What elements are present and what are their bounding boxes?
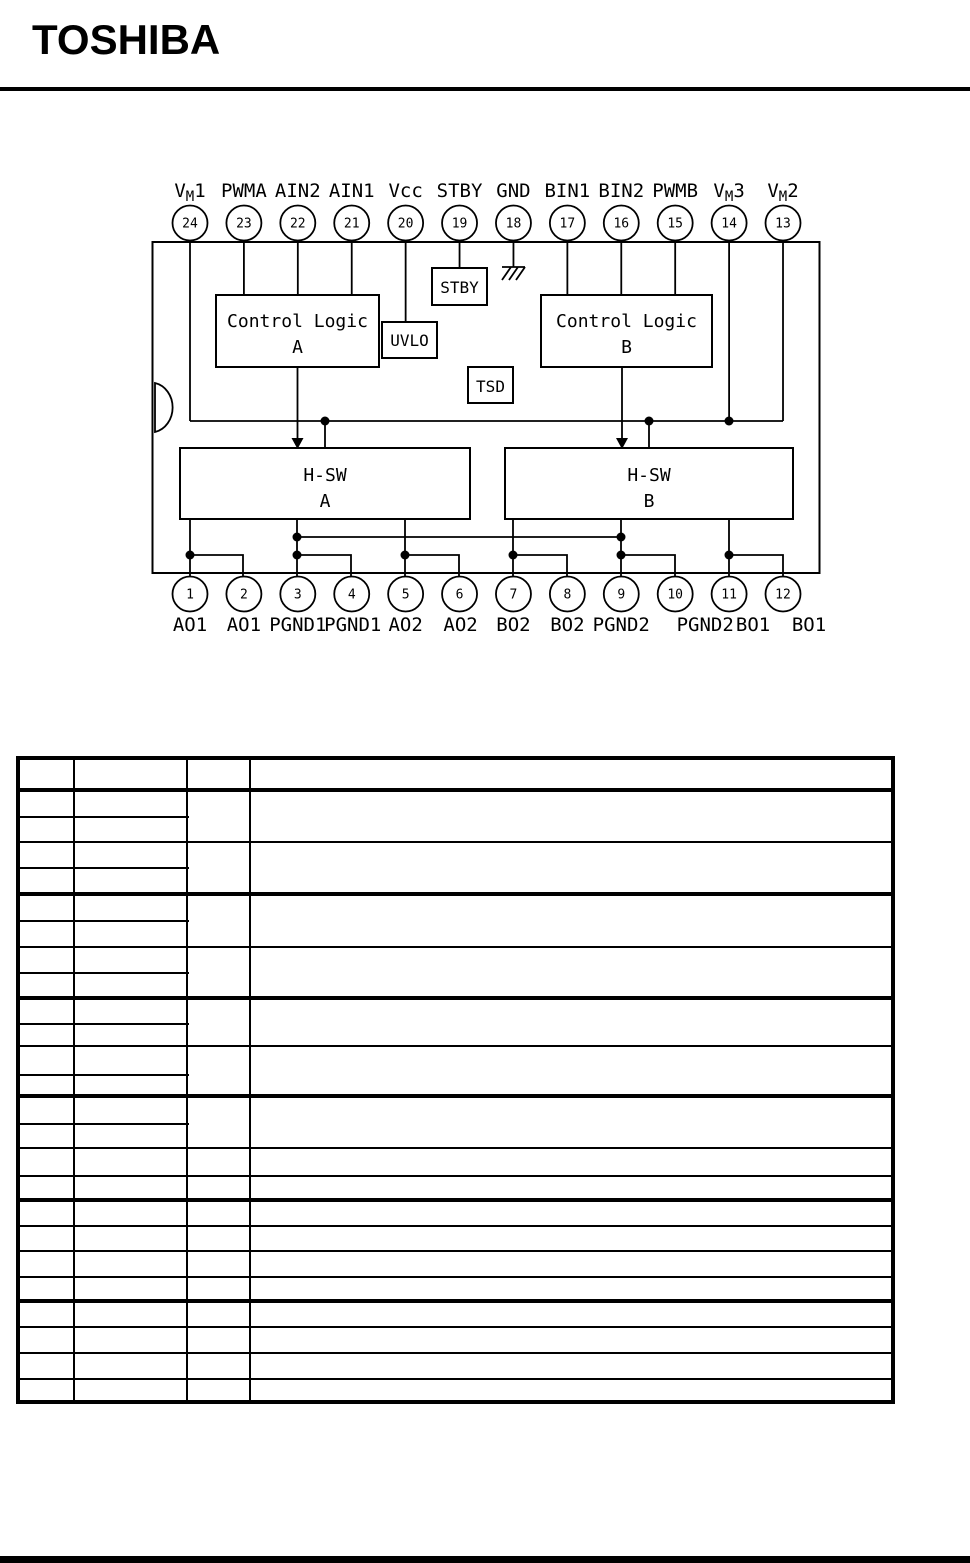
pin-number: 4 <box>347 587 356 603</box>
control-logic-b-label: Control Logic <box>556 311 697 332</box>
junction-dot <box>725 551 734 560</box>
table-hline <box>16 972 189 974</box>
table-vline <box>73 756 75 1404</box>
pin-label: BO2 <box>550 614 585 636</box>
pin-label: BO2 <box>496 614 531 636</box>
pin1-notch-icon <box>155 383 173 432</box>
ic-block-diagram <box>0 0 970 660</box>
hsw-a-sublabel: A <box>319 491 331 512</box>
pin-label: PGND2 <box>592 614 650 636</box>
pin-label: AO2 <box>388 614 423 636</box>
table-hline <box>16 1074 189 1076</box>
ground-icon <box>502 267 525 280</box>
pin-number: 23 <box>236 216 252 232</box>
pin-label: $V_M2$ <box>767 180 799 205</box>
table-hline <box>16 867 189 869</box>
footer-rule <box>0 1556 970 1563</box>
table-hline <box>16 892 895 896</box>
junction-dot <box>293 551 302 560</box>
hsw-b-label: H-SW <box>627 465 671 486</box>
pin-label: BO1 <box>791 614 827 636</box>
table-hline <box>16 788 895 792</box>
pin-number: 13 <box>775 216 791 232</box>
table-hline <box>16 1326 895 1328</box>
tsd-label: TSD <box>476 377 505 396</box>
pin-number: 8 <box>563 587 572 603</box>
pin-number: 2 <box>239 587 248 603</box>
pin-label: GND <box>496 180 531 202</box>
table-hline <box>16 1045 895 1047</box>
pin-number: 24 <box>182 216 198 232</box>
toshiba-logo: TOSHIBA <box>32 16 221 63</box>
pin-label: PGND1 <box>269 614 327 636</box>
table-hline <box>16 1175 895 1177</box>
pin-label: BO1 <box>735 614 771 636</box>
pin-number: 22 <box>289 216 306 232</box>
hsw-a-label: H-SW <box>303 465 347 486</box>
pin-number: 3 <box>293 587 302 603</box>
table-hline <box>16 996 895 1000</box>
table-vline <box>249 756 251 1404</box>
hsw-b-sublabel: B <box>643 491 655 512</box>
table-hline <box>16 1198 895 1202</box>
pin-label: BIN1 <box>544 180 591 202</box>
pin-number: 1 <box>186 587 194 603</box>
uvlo-label: UVLO <box>390 331 429 350</box>
table-hline <box>16 816 189 818</box>
pin-number: 11 <box>721 587 737 603</box>
junction-dot <box>509 551 518 560</box>
table-hline <box>16 1147 895 1149</box>
table-hline <box>16 1276 895 1278</box>
control-logic-a-label: Control Logic <box>227 311 368 332</box>
junction-dots <box>186 417 734 560</box>
junction-dot <box>617 551 626 560</box>
junction-dot <box>293 533 302 542</box>
pin-number: 7 <box>509 587 518 603</box>
pin-number: 16 <box>613 216 630 232</box>
pin-label: PGND1 <box>324 614 382 636</box>
control-logic-b-sublabel: B <box>621 337 632 358</box>
pin-number: 17 <box>559 216 576 232</box>
stby-label: STBY <box>440 278 479 297</box>
pin-label: $V_M3$ <box>713 180 745 205</box>
pin-label: PWMA <box>221 180 267 202</box>
junction-dot <box>186 551 195 560</box>
table-hline <box>16 946 895 948</box>
junction-dot <box>321 417 330 426</box>
pin-label: STBY <box>436 180 483 202</box>
pin-number: 12 <box>775 587 791 603</box>
pin-number: 9 <box>617 587 626 603</box>
control-logic-a-sublabel: A <box>292 337 303 358</box>
table-hline <box>16 1352 895 1354</box>
pin-number: 19 <box>451 216 468 232</box>
pin-label: Vcc <box>388 180 423 202</box>
table-vline <box>186 756 188 1404</box>
pin-label: AIN2 <box>274 180 321 202</box>
pin-number: 15 <box>667 216 684 232</box>
pin-number: 18 <box>505 216 522 232</box>
pin-label: AO1 <box>226 614 262 636</box>
pin-label: PWMB <box>652 180 699 202</box>
junction-dot <box>645 417 654 426</box>
table-hline <box>16 1023 189 1025</box>
table-hline <box>16 1378 895 1380</box>
wiring-path <box>190 367 783 576</box>
pin-number: 5 <box>401 587 410 603</box>
pin-label: PGND2 <box>676 614 734 636</box>
pin-label: $V_M1$ <box>174 180 206 205</box>
table-hline <box>16 1123 189 1125</box>
pin-number: 20 <box>397 216 414 232</box>
pin-label: AO2 <box>443 614 478 636</box>
table-hline <box>16 1400 895 1404</box>
table-hline <box>16 920 189 922</box>
table-hline <box>16 1250 895 1252</box>
pin-number: 21 <box>343 216 360 232</box>
table-vline <box>891 756 895 1404</box>
junction-dot <box>401 551 410 560</box>
table-hline <box>16 1225 895 1227</box>
table-hline <box>16 841 895 843</box>
pin-number: 10 <box>667 587 684 603</box>
pin-number: 6 <box>455 587 464 603</box>
pin-label: AO1 <box>172 614 208 636</box>
table-hline <box>16 1299 895 1303</box>
pin-number: 14 <box>721 216 737 232</box>
pin-label: AIN1 <box>328 180 375 202</box>
table-vline <box>16 756 20 1404</box>
pin-label: BIN2 <box>598 180 645 202</box>
table-hline <box>16 1094 895 1098</box>
table-hline <box>16 756 895 760</box>
junction-dot <box>617 533 626 542</box>
